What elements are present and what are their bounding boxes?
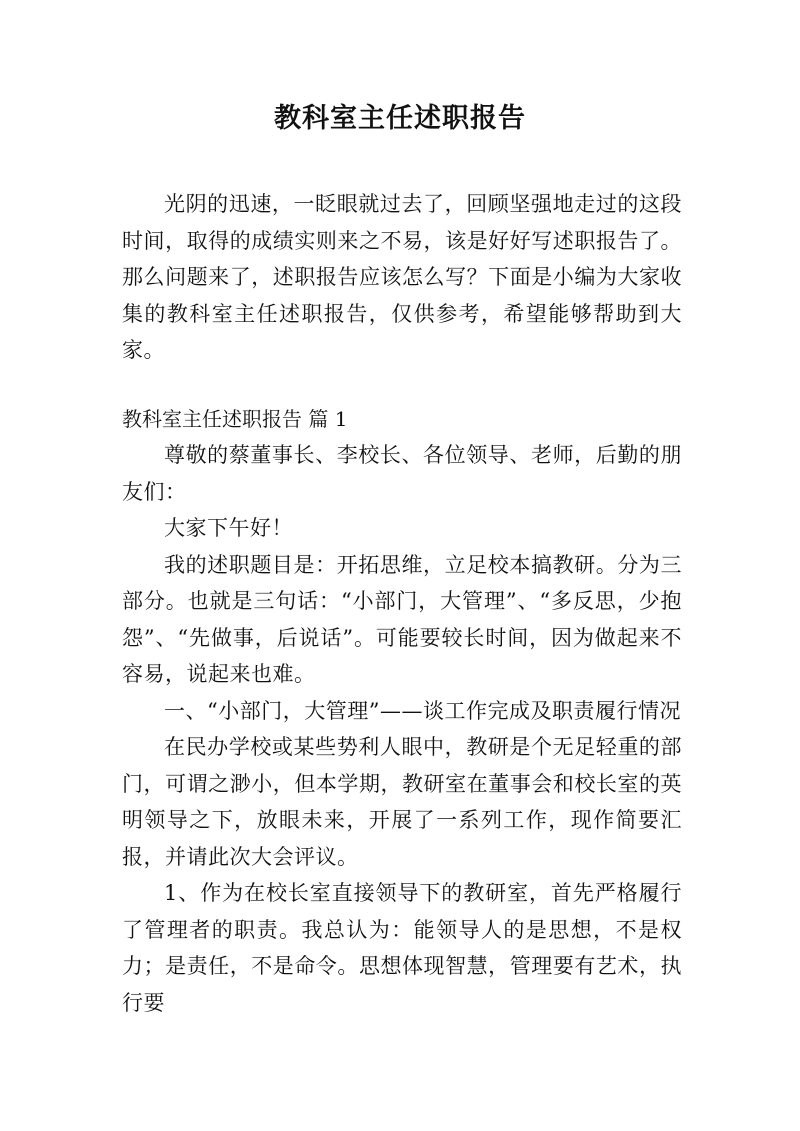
body-paragraph: 大家下午好！ [164, 516, 293, 540]
document-body [122, 186, 682, 1021]
document-title: 教科室主任述职报告 [274, 103, 526, 134]
body-paragraph: 在民办学校或某些势利人眼中，教研是个无足轻重的部门，可谓之渺小，但本学期，教研室在董事会和校长室的英明领导之下，放眼未来，开展了一系列工作，现作简要汇报，并请此次大会评议。 [122, 735, 682, 869]
body-paragraph: 我的述职题目是：开拓思维，立足校本搞教研。分为三部分。也就是三句话：“小部门，大管理”、“多反思，少抱怨”、“先做事，后说话”。可能要较长时间，因为做起来不容易，说起来也难。 [122, 552, 682, 686]
body-paragraph: 一、“小部门，大管理”——谈工作完成及职责履行情况 [164, 698, 681, 723]
section-spacer [122, 369, 682, 401]
body-paragraph: 尊敬的蔡董事长、李校长、各位领导、老师，后勤的朋友们： [122, 443, 682, 504]
body-paragraph: 1、作为在校长室直接领导下的教研室，首先严格履行了管理者的职责。我总认为：能领导人的是思想，不是权力；是责任，不是命令。思想体现智慧，管理要有艺术，执行要 [122, 881, 682, 1015]
intro-paragraph: 光阴的迅速，一眨眼就过去了，回顾坚强地走过的这段时间，取得的成绩实则来之不易，该是好好写述职报告了。那么问题来了，述职报告应该怎么写？下面是小编为大家收集的教科室主任述职报告，仅供参考，希望能够帮助到大家。 [122, 192, 682, 362]
section-heading: 教科室主任述职报告 篇 1 [122, 406, 348, 431]
